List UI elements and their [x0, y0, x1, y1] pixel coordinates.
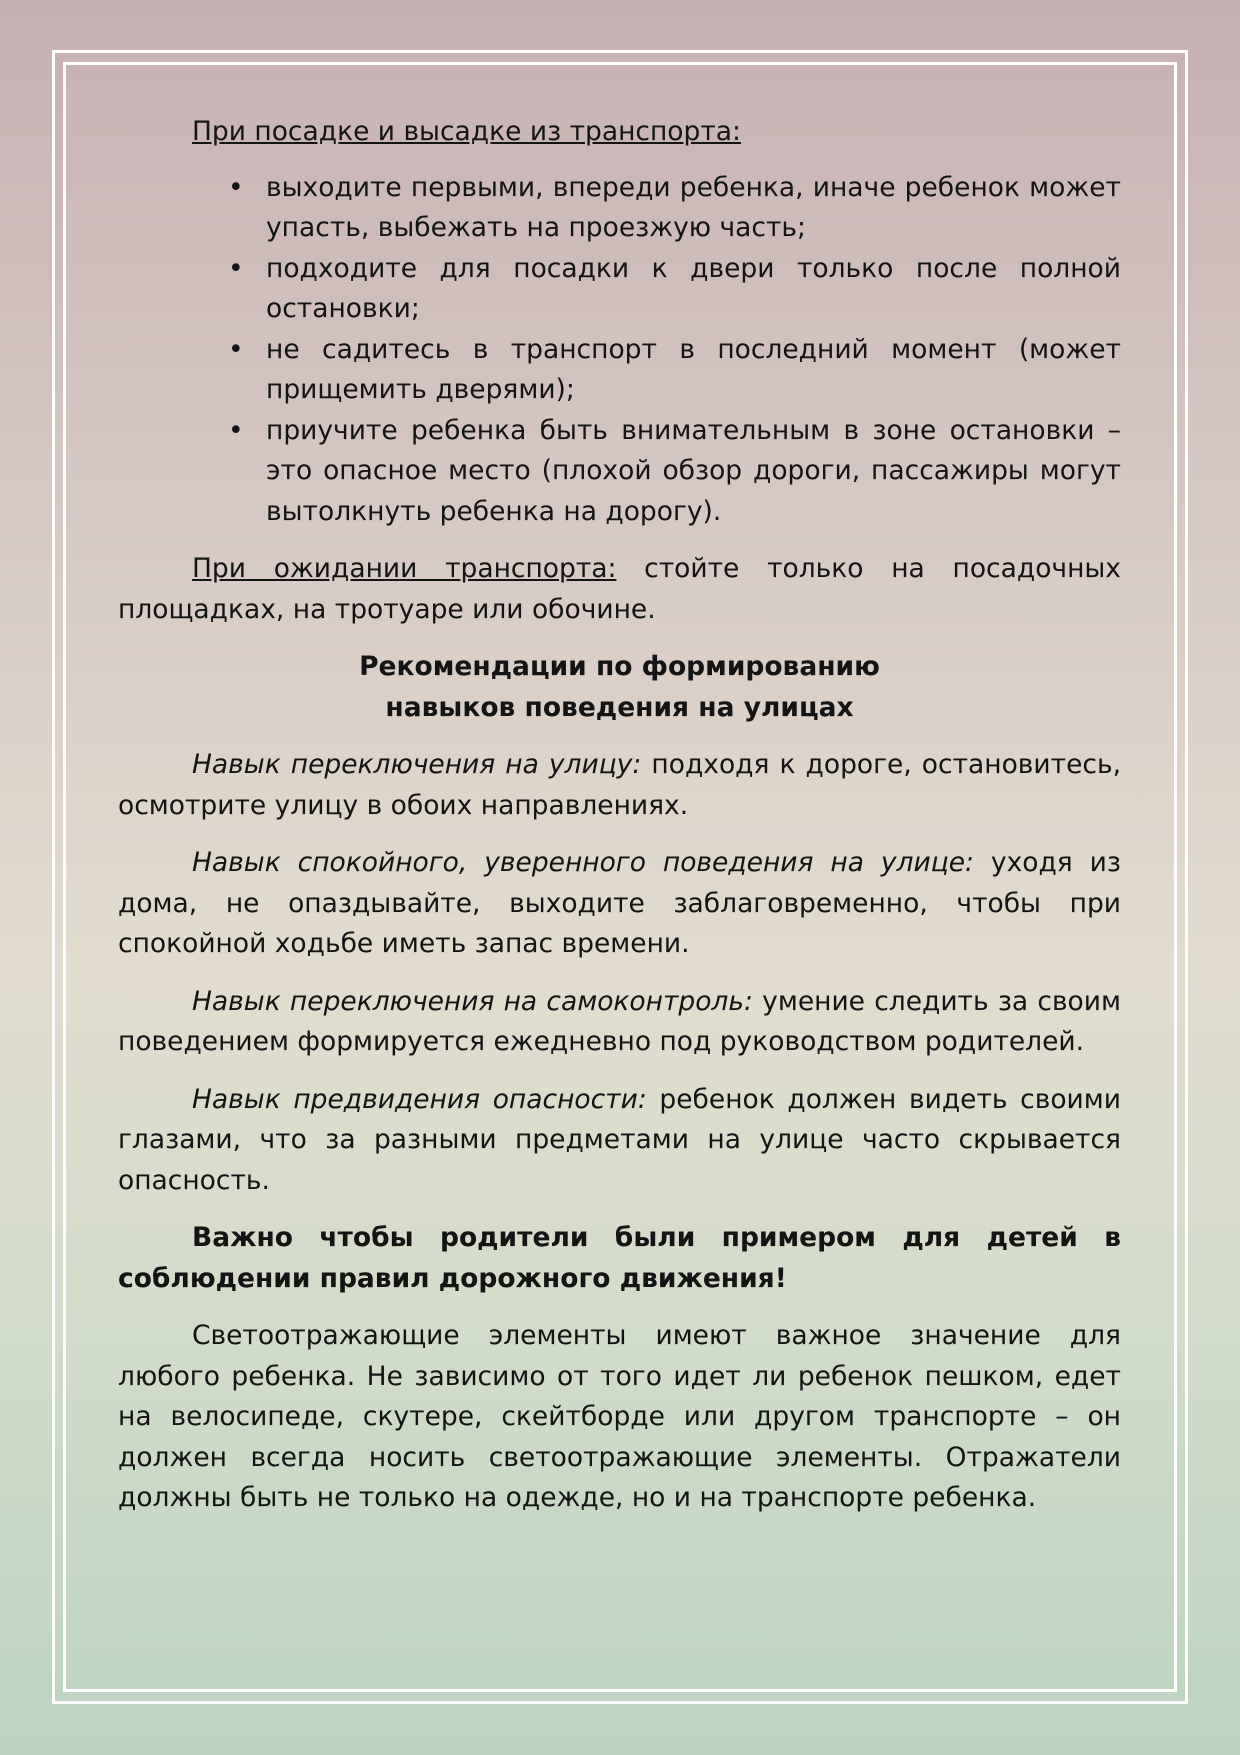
boarding-list — [118, 168, 1121, 533]
list-item — [228, 411, 1121, 533]
skill-paragraph — [118, 1080, 1121, 1202]
section-title-line2: навыков поведения на улицах — [385, 691, 854, 723]
document-body — [118, 112, 1121, 1519]
list-item — [228, 330, 1121, 411]
boarding-heading: При посадке и высадке из транспорта: — [192, 116, 741, 147]
skill-text: уходя из дома, не опаздывайте, выходите заблаговременно, чтобы при спокойной ходьбе иметь запас времени. — [118, 847, 1121, 959]
skill-text: ребенок должен видеть своими глазами, что за разными предметами на улице часто скрывается опасность. — [118, 1083, 1121, 1196]
skill-text: умение следить за своим поведением формируется ежедневно под руководством родителей. — [118, 985, 1121, 1057]
list-item-text: подходите для посадки к двери только после полной остановки; — [266, 252, 1121, 324]
reflectors-paragraph: Светоотражающие элементы имеют важное значение для любого ребенка. Не зависимо от того идет ли ребенок пешком, едет на велосипеде, скутере, скейтборде или другом транспорте – он должен всегда носить светоотражающие элементы. Отражатели должны быть не только на одежде, но и на транспорте ребенка. — [118, 1320, 1121, 1513]
skill-paragraph — [118, 982, 1121, 1063]
bullet-icon: • — [228, 171, 244, 203]
skill-label: Навык переключения на самоконтроль: — [192, 985, 753, 1017]
list-item-text: приучите ребенка быть внимательным в зоне остановки – это опасное место (плохой обзор дороги, пассажиры могут вытолкнуть ребенка на дорогу). — [266, 414, 1121, 527]
waiting-paragraph — [118, 549, 1121, 630]
list-item-text: не садитесь в транспорт в последний момент (может прищемить дверями); — [266, 333, 1121, 405]
list-item-text: выходите первыми, впереди ребенка, иначе ребенок может упасть, выбежать на проезжую часть; — [266, 171, 1121, 243]
boarding-heading-paragraph — [118, 112, 1121, 153]
bullet-icon: • — [228, 414, 244, 446]
important-note: Важно чтобы родители были примером для детей в соблюдении правил дорожного движения! — [118, 1222, 1121, 1294]
section-title — [118, 647, 1121, 728]
skill-label: Навык предвидения опасности: — [192, 1083, 647, 1115]
section-title-line1: Рекомендации по формированию — [359, 651, 880, 682]
waiting-text: стойте только на посадочных площадках, на тротуаре или обочине. — [118, 553, 1121, 625]
waiting-label: При ожидании транспорта: — [192, 553, 617, 584]
skill-paragraph — [118, 843, 1121, 965]
bullet-icon: • — [228, 333, 244, 365]
skill-paragraph — [118, 745, 1121, 826]
skill-label: Навык переключения на улицу: — [192, 749, 642, 780]
list-item — [228, 168, 1121, 249]
bullet-icon: • — [228, 252, 244, 284]
skill-label: Навык спокойного, уверенного поведения на улице: — [192, 847, 974, 878]
list-item — [228, 249, 1121, 330]
skill-text: подходя к дороге, остановитесь, осмотрите улицу в обоих направлениях. — [118, 749, 1121, 821]
